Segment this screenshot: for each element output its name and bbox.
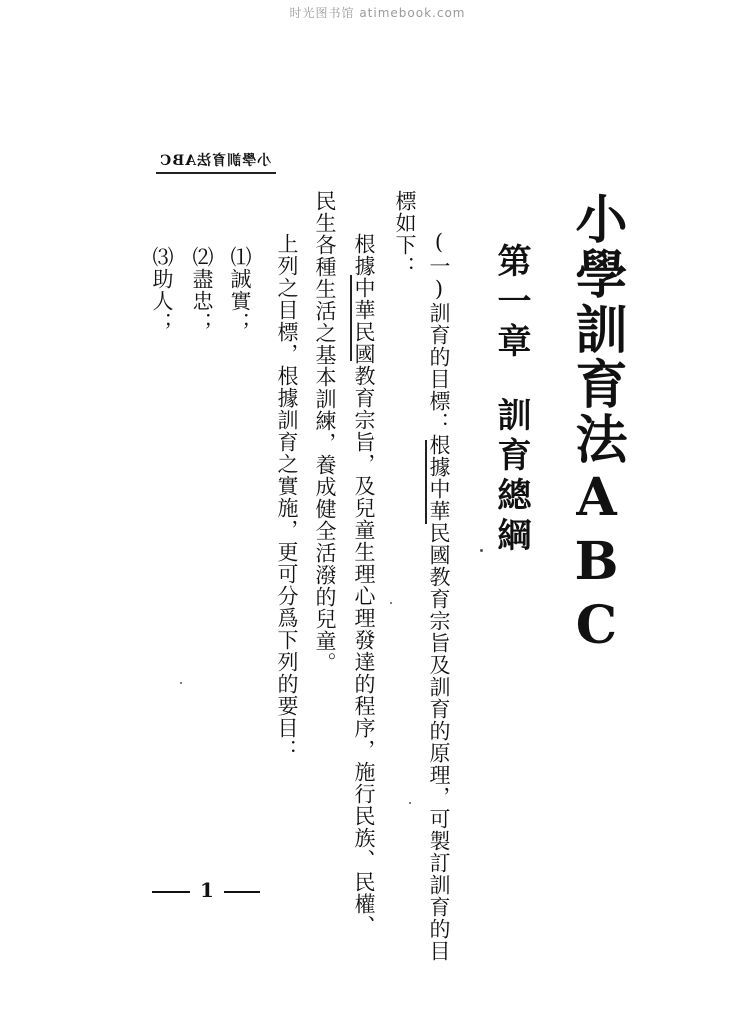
body-column: 上列之目標，根據訓育之實施，更可分爲下列的要目： [275,233,299,761]
body-column: (一)訓育的目標：根據中華民國教育宗旨及訓育的原理，可製訂訓育的目 [427,230,451,962]
watermark: 时光图书馆 atimebook.com [289,6,466,20]
page-footer [152,876,262,906]
running-head: 小學訓育法ABC [158,153,272,169]
body-column: 民生各種生活之基本訓練，養成健全活潑的兒童。 [313,190,337,674]
running-head-rule [156,172,276,174]
print-speck [390,602,392,604]
chapter-number: 第一章 [491,243,531,363]
chapter-heading [491,243,531,557]
footer-dash-right [224,891,260,893]
print-speck [480,549,483,552]
list-item: ⑴誠實； [228,246,252,334]
footer-dash-left [152,891,190,893]
print-speck [180,682,182,684]
list-item: ⑵盡忠； [190,246,214,334]
proper-noun-mark [350,275,352,361]
page-number: 1 [200,878,214,902]
print-speck [409,802,411,804]
list-item: ⑶助人； [150,246,174,334]
chapter-title: 訓育總綱 [491,397,531,557]
proper-noun-mark [425,440,427,524]
body-column: 標如下： [393,190,417,278]
book-title: 小學訓育法ABC [566,192,627,659]
body-column: 根據中華民國教育宗旨，及兒童生理心理發達的程序，施行民族、民權、 [352,233,376,937]
